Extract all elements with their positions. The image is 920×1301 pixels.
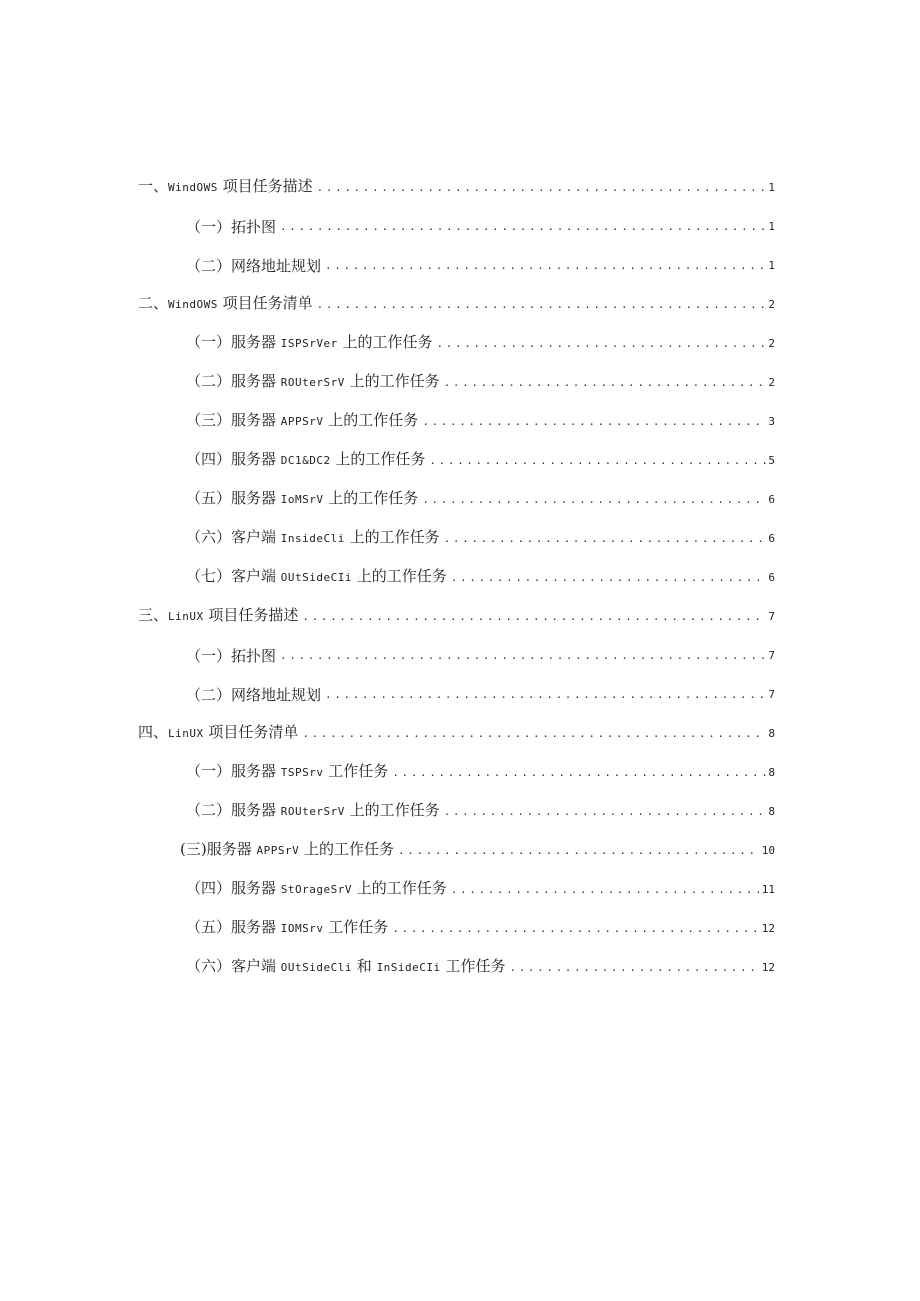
toc-page-number: 6 [768,493,775,506]
toc-leader-dots [422,411,766,433]
toc-page-number: 1 [768,181,775,194]
toc-leader-dots [317,294,767,316]
toc-leader-dots [451,567,767,589]
toc-leader-dots [422,489,766,511]
toc-page-number: 6 [768,532,775,545]
toc-page-number: 2 [768,337,775,350]
toc-page-number: 7 [768,610,775,623]
toc-page-number: 6 [768,571,775,584]
toc-entry-title: （一）拓扑图 [186,647,277,665]
toc-entry-title: （二）服务器 ROUterSrV 上的工作任务 [186,372,440,390]
toc-leader-dots [451,879,760,901]
toc-page-number: 3 [768,415,775,428]
toc-entry-title: （二）网络地址规划 [186,686,322,704]
toc-entry[interactable] [0,550,920,589]
toc-leader-dots [444,801,767,823]
toc-entry-title: （四）服务器 DC1&DC2 上的工作任务 [186,450,426,468]
toc-entry-title: 二、WindOWS 项目任务清单 [138,294,313,312]
toc-page-number: 7 [768,688,775,701]
toc-page-number: 11 [761,883,775,896]
toc-page-number: 10 [761,844,775,857]
toc-page-number: 12 [761,961,775,974]
toc-page-number: 8 [768,805,775,818]
toc-page-number: 8 [768,766,775,779]
toc-page-number: 7 [768,649,775,662]
toc-entry-title: （一）服务器 ISPSrVer 上的工作任务 [186,333,433,351]
toc-entry-title: (三)服务器 APPSrV 上的工作任务 [180,840,395,858]
toc-entry-title: 四、LinUX 项目任务清单 [138,723,299,741]
toc-leader-dots [444,372,767,394]
toc-entry-title: （一）拓扑图 [186,218,277,236]
toc-page-number: 1 [768,220,775,233]
toc-leader-dots [437,333,767,355]
toc-entry[interactable] [0,589,920,628]
toc-entry[interactable] [0,238,920,277]
toc-page-number: 2 [768,376,775,389]
toc-leader-dots [325,684,766,706]
toc-leader-dots [280,216,766,238]
toc-entry[interactable] [0,823,920,862]
toc-entry-title: （五）服务器 IoMSrV 上的工作任务 [186,489,419,507]
toc-entry-title: （七）客户端 OUtSideCIi 上的工作任务 [186,567,447,585]
toc-entry-title: （一）服务器 TSPSrv 工作任务 [186,762,389,780]
toc-page-number: 2 [768,298,775,311]
toc-entry-title: （五）服务器 IOMSrv 工作任务 [186,918,389,936]
toc-entry[interactable] [0,199,920,238]
toc-leader-dots [509,957,759,979]
toc-leader-dots [302,723,766,745]
toc-leader-dots [429,450,766,472]
toc-entry[interactable] [0,394,920,433]
toc-entry-title: 三、LinUX 项目任务描述 [138,606,299,624]
toc-entry[interactable] [0,277,920,316]
toc-leader-dots [444,528,767,550]
toc-entry-title: 一、WindOWS 项目任务描述 [138,177,313,195]
toc-entry[interactable] [0,745,920,784]
toc-entry[interactable] [0,355,920,394]
toc-leader-dots [317,177,767,199]
toc-leader-dots [280,645,766,667]
toc-entry[interactable] [0,901,920,940]
toc-entry[interactable] [0,784,920,823]
toc-entry[interactable] [0,316,920,355]
toc-entry-title: （三）服务器 APPSrV 上的工作任务 [186,411,419,429]
toc-page-number: 8 [768,727,775,740]
toc-entry-title: （二）服务器 ROUterSrV 上的工作任务 [186,801,440,819]
toc-entry-title: （六）客户端 InsideCli 上的工作任务 [186,528,440,546]
toc-entry[interactable] [0,706,920,745]
toc-entry[interactable] [0,472,920,511]
toc-entry[interactable] [0,511,920,550]
toc-entry[interactable] [0,862,920,901]
toc-leader-dots [325,255,766,277]
toc-leader-dots [392,918,759,940]
toc-entry-title: （六）客户端 OUtSideCli 和 InSideCIi 工作任务 [186,957,506,975]
toc-entry[interactable] [0,628,920,667]
toc-entry[interactable] [0,433,920,472]
toc-entry-title: （四）服务器 StOrageSrV 上的工作任务 [186,879,447,897]
toc-page-number: 1 [768,259,775,272]
toc-entry[interactable] [0,160,920,199]
toc-entry[interactable] [0,667,920,706]
toc-leader-dots [398,840,760,862]
toc-page-number: 12 [761,922,775,935]
toc-entry[interactable] [0,940,920,979]
toc-entry-title: （二）网络地址规划 [186,257,322,275]
toc-page-number: 5 [768,454,775,467]
toc-leader-dots [392,762,766,784]
table-of-contents [0,160,920,979]
toc-leader-dots [302,606,766,628]
